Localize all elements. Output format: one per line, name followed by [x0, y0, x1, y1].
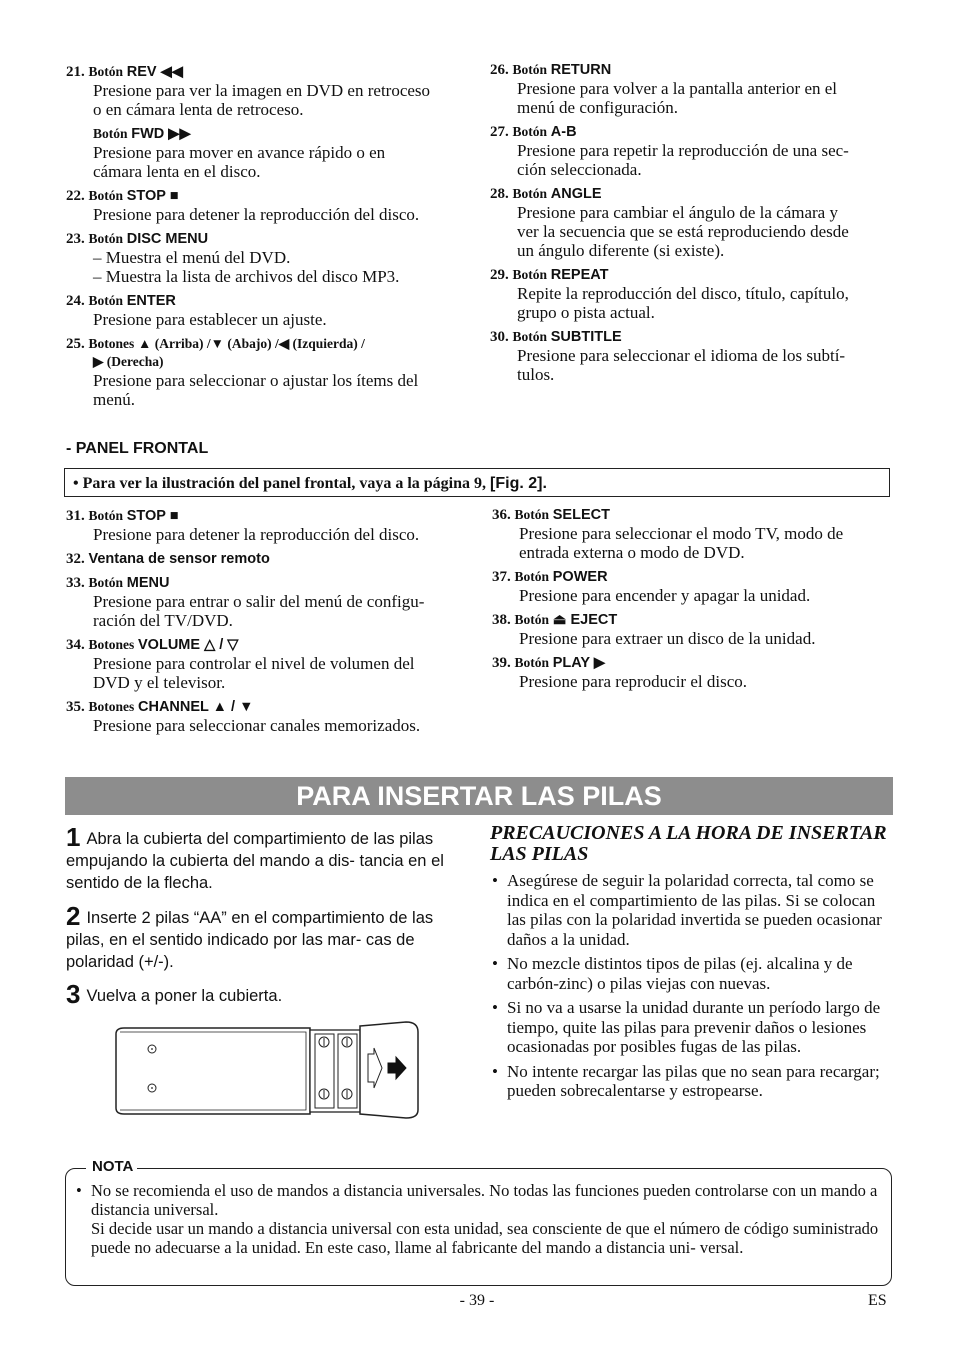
item-name: STOP ■ [126, 508, 179, 524]
list-item [66, 698, 466, 735]
item-description [492, 586, 892, 605]
description-line: Presione para repetir la reproducción de una sec- [517, 141, 849, 160]
description-line: Presione para seleccionar el idioma de los subtí- [517, 346, 846, 365]
description-line: Presione para ver la imagen en DVD en retroceso [93, 81, 431, 100]
item-heading [490, 123, 890, 141]
precautions-list [490, 871, 892, 1106]
item-prefix: Botón [88, 508, 124, 523]
item-description [492, 524, 892, 562]
item-description [490, 346, 890, 384]
item-description [66, 310, 466, 329]
item-prefix: Botón [512, 267, 548, 282]
description-line: – Muestra el menú del DVD. [93, 248, 291, 267]
item-name: REPEAT [550, 267, 609, 283]
list-item [66, 335, 466, 409]
item-description [490, 141, 890, 179]
item-heading [490, 185, 890, 203]
item-name: FWD ▶▶ [131, 126, 191, 142]
list-item: • No mezcle distintos tipos de pilas (ej. alcalina y de carbón-zinc) o pilas viejas con nuevas. [490, 954, 892, 993]
item-description [66, 654, 466, 692]
item-heading [492, 506, 892, 524]
item-description [66, 248, 466, 286]
item-prefix: Botón [88, 293, 124, 308]
item-number: 26. [490, 62, 509, 78]
list-item [66, 63, 466, 119]
item-description [490, 203, 890, 260]
item-number: 34. [66, 637, 85, 653]
item-name-continued: ▶ (Derecha) [93, 354, 164, 369]
item-heading [492, 611, 892, 629]
list-item [66, 507, 466, 544]
list-item [492, 654, 892, 691]
description-line: Presione para seleccionar el modo TV, modo de [519, 524, 844, 543]
item-number: 22. [66, 188, 85, 204]
page-number: - 39 - [459, 1292, 495, 1309]
item-prefix: Botón [88, 64, 124, 79]
description-line: Presione para cambiar el ángulo de la cámara y [517, 203, 838, 222]
description-line: Presione para encender y apagar la unidad. [519, 586, 811, 605]
remote-battery-illustration [110, 1018, 422, 1122]
description-line: grupo o pista actual. [517, 303, 655, 322]
buttons-list-left [66, 63, 466, 415]
item-heading [66, 636, 466, 654]
item-heading [492, 568, 892, 586]
list-item [490, 61, 890, 117]
step-text: Vuelva a poner la cubierta. [86, 987, 283, 1005]
nota-paragraph-1: No se recomienda el uso de mandos a distancia universales. No todas las funciones pueden controlarse con un mando a distancia universal. [91, 1181, 878, 1219]
item-number: 24. [66, 293, 85, 309]
item-name: VOLUME △ / ▽ [138, 637, 239, 653]
item-description [490, 284, 890, 322]
item-number: 28. [490, 186, 509, 202]
item-description [66, 371, 466, 409]
description-line: Presione para seleccionar canales memorizados. [93, 716, 421, 735]
item-prefix: Botones [88, 637, 135, 652]
item-name: REV ◀◀ [126, 64, 183, 80]
step-text: Inserte 2 pilas “AA” en el compartimiento de las pilas, en el sentido indicado por las mar- cas de polaridad (+/-). [66, 909, 434, 971]
item-heading [66, 187, 466, 205]
item-number: 27. [490, 124, 509, 140]
item-heading [66, 335, 466, 353]
item-heading [66, 63, 466, 81]
item-description [66, 81, 466, 119]
item-name: SELECT [552, 507, 610, 523]
description-line: Presione para mover en avance rápido o en [93, 143, 386, 162]
item-number: 35. [66, 699, 85, 715]
description-line: ración del TV/DVD. [93, 611, 233, 630]
item-number: 39. [492, 655, 511, 671]
description-line: un ángulo diferente (si existe). [517, 241, 725, 260]
item-heading [66, 550, 466, 568]
item-number: 21. [66, 64, 85, 80]
description-line: DVD y el televisor. [93, 673, 226, 692]
item-name: PLAY ▶ [552, 655, 606, 671]
step-number: 2 [66, 901, 81, 931]
panel-list-right [492, 506, 892, 697]
list-item: • No intente recargar las pilas que no sean para recargar; pueden sobrecalentarse y estropearse. [490, 1062, 892, 1101]
step-number: 3 [66, 979, 81, 1009]
item-prefix: Botón [93, 126, 128, 141]
item-number: 36. [492, 507, 511, 523]
item-description [492, 629, 892, 648]
list-item [66, 636, 466, 692]
item-prefix: Botón [512, 329, 548, 344]
description-line: o en cámara lenta de retroceso. [93, 100, 304, 119]
item-heading [66, 574, 466, 592]
nota-paragraph-2: Si decide usar un mando a distancia universal con esta unidad, sea consciente de que el número de código suministrado puede no adecuarse a la unidad. En este caso, llame al fabricante del mando a distancia uni- versal. [91, 1219, 879, 1257]
panel-note-box [64, 468, 890, 497]
item-heading [66, 698, 466, 716]
step-1 [66, 822, 461, 894]
item-number: 33. [66, 575, 85, 591]
nota-text [76, 1181, 884, 1257]
language-code: ES [868, 1292, 887, 1309]
list-item [66, 292, 466, 329]
item-name: MENU [126, 575, 170, 591]
item-heading [490, 266, 890, 284]
list-item [490, 328, 890, 384]
nota-bullet: • [76, 1181, 82, 1200]
item-name: POWER [552, 569, 608, 585]
panel-note-fig: [Fig. 2]. [490, 475, 547, 492]
section-title: PARA INSERTAR LAS PILAS [65, 777, 893, 815]
description-line: Presione para detener la reproducción del disco. [93, 525, 420, 544]
item-heading [66, 507, 466, 525]
item-name: ANGLE [550, 186, 602, 202]
list-item: • Asegúrese de seguir la polaridad correcta, tal como se indica en el compartimiento de las pilas. Si se colocan las pilas con la polaridad invertida se pueden ocasionar daños a la unidad. [490, 871, 892, 949]
list-item [490, 266, 890, 322]
item-heading [490, 61, 890, 79]
list-item [492, 568, 892, 605]
list-item [66, 125, 466, 181]
description-line: Presione para seleccionar o ajustar los ítems del [93, 371, 419, 390]
panel-frontal-heading: - PANEL FRONTAL [66, 440, 209, 457]
description-line: Presione para reproducir el disco. [519, 672, 747, 691]
list-item [492, 506, 892, 562]
item-heading [490, 328, 890, 346]
item-prefix: Botón [512, 62, 548, 77]
item-description [492, 672, 892, 691]
item-prefix: Botón [514, 655, 550, 670]
description-line: – Muestra la lista de archivos del disco MP3. [93, 267, 400, 286]
list-item [66, 574, 466, 630]
item-description [66, 592, 466, 630]
item-description [490, 79, 890, 117]
item-prefix: Botón [512, 186, 548, 201]
buttons-list-right [490, 61, 890, 390]
item-prefix: Botones [88, 336, 135, 351]
item-name: ⏏ EJECT [552, 612, 618, 628]
step-2 [66, 901, 461, 973]
description-line: Presione para establecer un ajuste. [93, 310, 327, 329]
description-line: Repite la reproducción del disco, título, capítulo, [517, 284, 849, 303]
item-number: 31. [66, 508, 85, 524]
list-item [66, 187, 466, 224]
nota-label: NOTA [86, 1158, 137, 1175]
panel-note-text: • Para ver la ilustración del panel frontal, vaya a la página 9, [73, 475, 487, 492]
item-name: A-B [550, 124, 577, 140]
item-prefix: Botón [88, 231, 124, 246]
description-line: ver la secuencia que se está reproduciendo desde [517, 222, 849, 241]
precautions-title: PRECAUCIONES A LA HORA DE INSERTAR LAS PILAS [490, 822, 887, 865]
description-line: menú de configuración. [517, 98, 678, 117]
item-prefix: Botón [514, 507, 550, 522]
list-item [490, 185, 890, 260]
item-description [66, 525, 466, 544]
item-name: DISC MENU [126, 231, 209, 247]
step-text: Abra la cubierta del compartimiento de las pilas empujando la cubierta del mando a dis- tancia en el sentido de la flecha. [66, 830, 444, 892]
description-line: tulos. [517, 365, 555, 384]
item-prefix: Botones [88, 699, 135, 714]
panel-list-left [66, 507, 466, 741]
item-name: CHANNEL ▲ / ▼ [138, 699, 254, 715]
description-line: menú. [93, 390, 136, 409]
item-heading [66, 230, 466, 248]
description-line: Presione para entrar o salir del menú de configu- [93, 592, 425, 611]
step-number: 1 [66, 822, 81, 852]
item-prefix: Botón [512, 124, 548, 139]
item-number: 29. [490, 267, 509, 283]
item-name: Ventana de sensor remoto [88, 551, 270, 567]
description-line: cámara lenta en el disco. [93, 162, 261, 181]
description-line: ción seleccionada. [517, 160, 642, 179]
item-prefix: Botón [514, 612, 550, 627]
list-item [490, 123, 890, 179]
item-prefix: Botón [88, 575, 124, 590]
item-number: 38. [492, 612, 511, 628]
item-name: STOP ■ [126, 188, 179, 204]
list-item [492, 611, 892, 648]
item-number: 30. [490, 329, 509, 345]
list-item: • Si no va a usarse la unidad durante un período largo de tiempo, quite las pilas para prevenir daños o lesiones ocasionadas por posibles fugas de las pilas. [490, 998, 892, 1057]
item-number: 37. [492, 569, 511, 585]
item-name: SUBTITLE [550, 329, 622, 345]
item-name: ▲ (Arriba) /▼ (Abajo) /◀ (Izquierda) / [138, 336, 365, 351]
item-name: RETURN [550, 62, 612, 78]
item-description [66, 205, 466, 224]
item-prefix: Botón [88, 188, 124, 203]
description-line: Presione para detener la reproducción del disco. [93, 205, 420, 224]
item-heading [66, 125, 466, 143]
description-line: Presione para volver a la pantalla anterior en el [517, 79, 838, 98]
description-line: entrada externa o modo de DVD. [519, 543, 745, 562]
item-number: 23. [66, 231, 85, 247]
item-name: ENTER [126, 293, 176, 309]
description-line: Presione para controlar el nivel de volumen del [93, 654, 415, 673]
step-3 [66, 979, 461, 1009]
item-description [66, 716, 466, 735]
item-prefix: Botón [514, 569, 550, 584]
list-item [66, 230, 466, 286]
item-number: 32. [66, 551, 85, 567]
item-heading [492, 654, 892, 672]
item-description [66, 143, 466, 181]
list-item [66, 550, 466, 568]
item-number: 25. [66, 336, 85, 352]
description-line: Presione para extraer un disco de la unidad. [519, 629, 816, 648]
item-heading [66, 292, 466, 310]
